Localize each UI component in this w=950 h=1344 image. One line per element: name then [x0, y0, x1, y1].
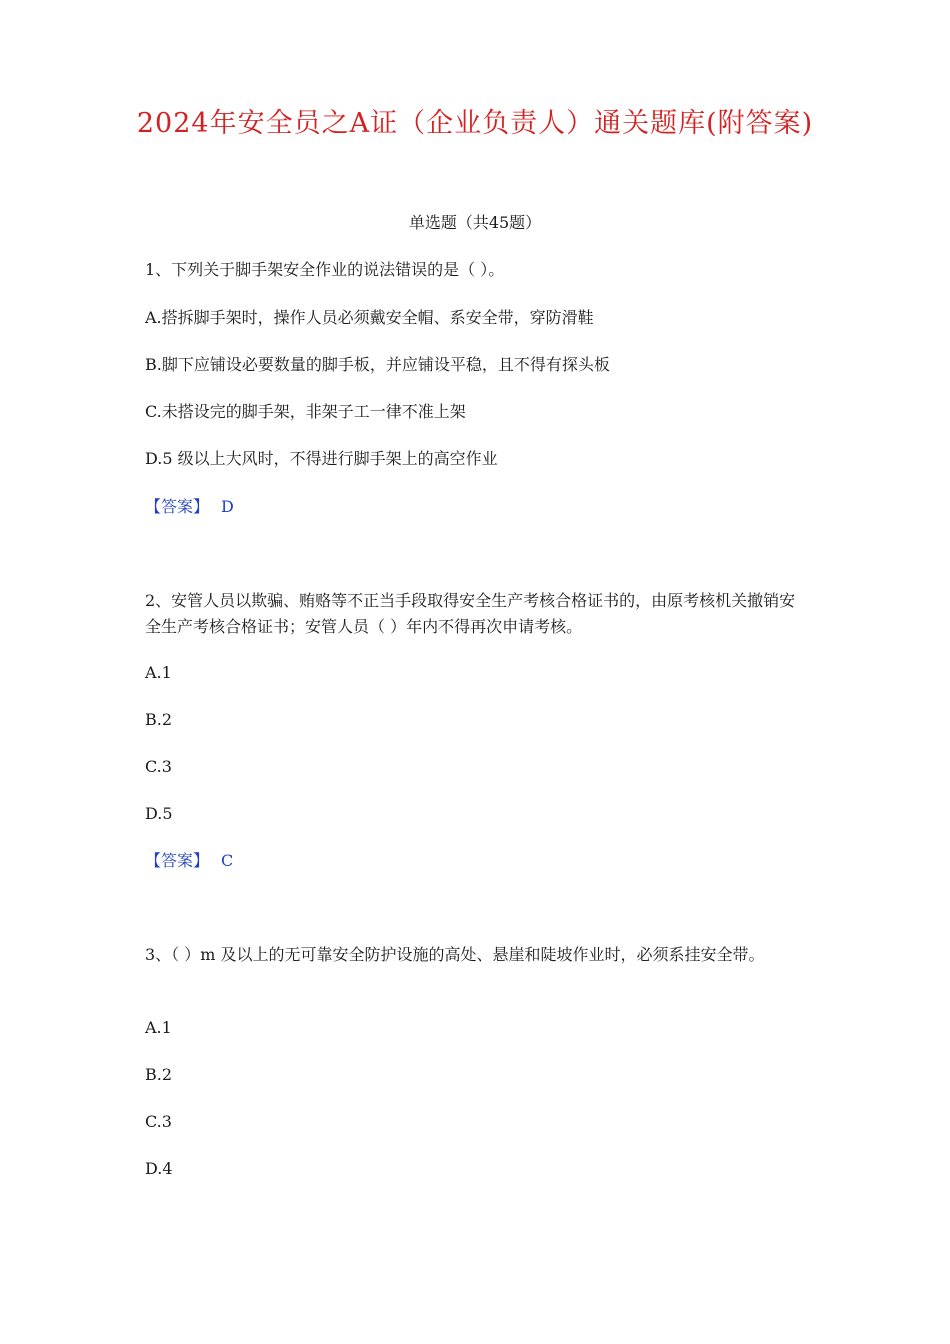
- question-2-stem: 2、安管人员以欺骗、贿赂等不正当手段取得安全生产考核合格证书的，由原考核机关撤销安全生产考核合格证书；安管人员（ ）年内不得再次申请考核。: [145, 591, 796, 636]
- question-1-answer: [145, 494, 825, 520]
- question-2-answer: [145, 848, 825, 874]
- question-1-stem: 1、下列关于脚手架安全作业的说法错误的是（ ）。: [145, 260, 505, 279]
- answer-label: 【答案】: [145, 851, 210, 870]
- answer-value: C: [221, 851, 234, 870]
- question-3-option-b: B.2: [145, 1065, 173, 1084]
- question-3-stem: 3、（ ）m 及以上的无可靠安全防护设施的高处、悬崖和陡坡作业时，必须系挂安全带。: [145, 945, 765, 964]
- answer-value: D: [221, 497, 234, 516]
- question-3-option-c: C.3: [145, 1112, 172, 1131]
- question-1-option-d: D.5 级以上大风时，不得进行脚手架上的高空作业: [145, 449, 498, 468]
- section-heading: 单选题（共45题）: [408, 213, 542, 232]
- document-title: 2024年安全员之A证（企业负责人）通关题库(附答案): [136, 108, 814, 139]
- question-1-option-c: C.未搭设完的脚手架，非架子工一律不准上架: [145, 402, 466, 421]
- question-2-option-b: B.2: [145, 710, 173, 729]
- question-3-option-d: D.4: [145, 1159, 173, 1178]
- question-2-option-a: A.1: [145, 663, 172, 682]
- question-2-option-c: C.3: [145, 757, 172, 776]
- question-1-option-a: A.搭拆脚手架时，操作人员必须戴安全帽、系安全带，穿防滑鞋: [145, 308, 594, 327]
- question-1-option-b: B.脚下应铺设必要数量的脚手板，并应铺设平稳，且不得有探头板: [145, 355, 610, 374]
- question-3-option-a: A.1: [145, 1018, 172, 1037]
- question-2-option-d: D.5: [145, 804, 173, 823]
- answer-label: 【答案】: [145, 497, 210, 516]
